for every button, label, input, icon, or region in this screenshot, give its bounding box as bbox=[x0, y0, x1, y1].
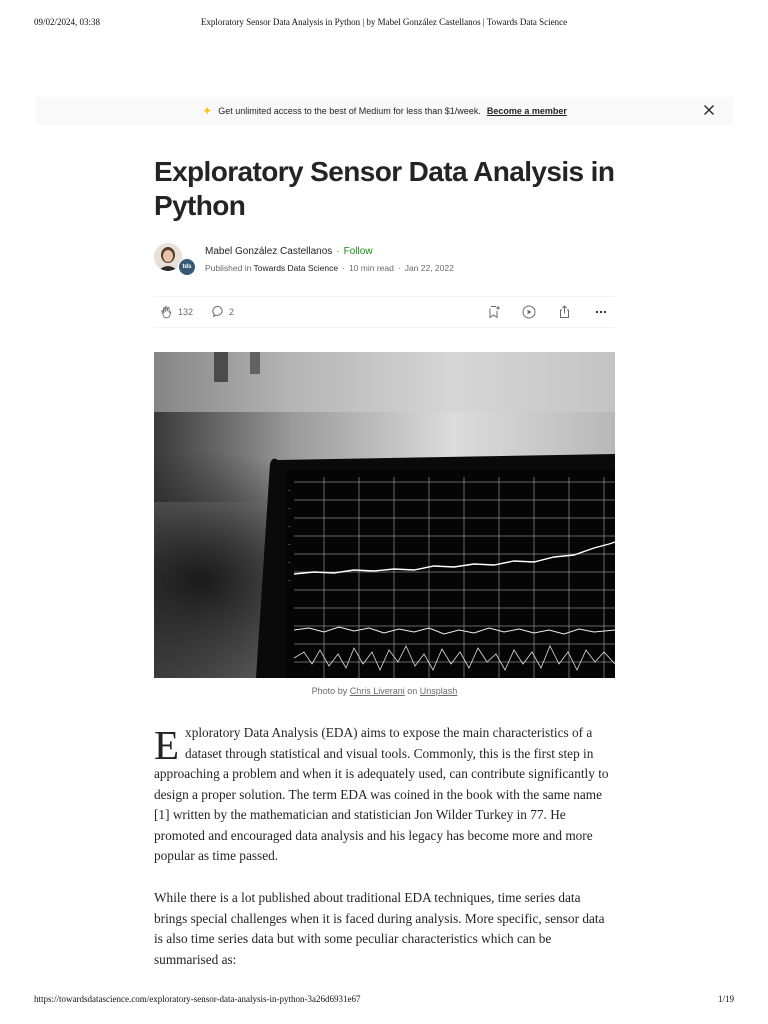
more-icon bbox=[594, 305, 608, 319]
print-doc-title: Exploratory Sensor Data Analysis in Python | by Mabel González Castellanos | Towards Data Science bbox=[200, 17, 568, 27]
share-button[interactable] bbox=[558, 305, 571, 319]
drop-cap: E bbox=[154, 722, 180, 768]
svg-text:—: — bbox=[288, 524, 291, 529]
clap-icon bbox=[160, 305, 174, 319]
print-url: https://towardsdatascience.com/exploratory-sensor-data-analysis-in-python-3a26d6931e67 bbox=[34, 994, 361, 1004]
body-paragraph-1 bbox=[154, 723, 615, 867]
separator-dot: · bbox=[336, 246, 340, 257]
author-name[interactable]: Mabel González Castellanos bbox=[205, 246, 333, 257]
paragraph-1-text: xploratory Data Analysis (EDA) aims to expose the main characteristics of a dataset through statistical and visual tools. Commonly, this is the first step in approaching a problem and when it is adequately used, can contribute significantly to design a proper solution. The term EDA was coined in the book with the same name [1] written by the mathematician and statistician Jon Wilder Turkey in 77. He promoted and encouraged data analysis and his legacy has become more and more popular as time passed. bbox=[154, 725, 609, 863]
publish-date: Jan 22, 2022 bbox=[404, 263, 454, 273]
svg-text:—: — bbox=[288, 506, 291, 511]
hero-image bbox=[154, 352, 615, 678]
separator-dot: · bbox=[397, 263, 401, 273]
publication-badge[interactable]: tds bbox=[178, 258, 196, 276]
caption-prefix: Photo by bbox=[311, 686, 348, 696]
svg-text:—: — bbox=[288, 578, 291, 583]
action-bar bbox=[154, 296, 615, 328]
svg-text:—: — bbox=[288, 488, 291, 493]
more-button[interactable] bbox=[594, 305, 608, 319]
meta-line bbox=[205, 263, 454, 273]
author-line bbox=[205, 246, 373, 257]
body-paragraph-2: While there is a lot published about traditional EDA techniques, time series data brings special challenges when it is faced during analysis. More specific, sensor data is also time series data but with some peculiar characteristics which can be summarised as: bbox=[154, 890, 605, 967]
svg-text:—: — bbox=[288, 560, 291, 565]
svg-text:—: — bbox=[288, 542, 291, 547]
separator-dot: · bbox=[342, 263, 345, 273]
bookmark-add-icon bbox=[488, 305, 501, 319]
clap-count: 132 bbox=[178, 307, 194, 317]
print-datetime: 09/02/2024, 03:38 bbox=[34, 17, 101, 27]
response-count: 2 bbox=[229, 306, 235, 317]
follow-button[interactable]: Follow bbox=[343, 246, 373, 257]
membership-banner bbox=[36, 97, 733, 125]
play-icon bbox=[522, 305, 536, 319]
comment-icon bbox=[212, 305, 225, 318]
listen-button[interactable] bbox=[522, 305, 536, 319]
close-icon[interactable] bbox=[703, 104, 715, 116]
source-link[interactable]: Unsplash bbox=[419, 686, 458, 696]
published-prefix: Published in bbox=[205, 263, 252, 273]
banner-text: Get unlimited access to the best of Medium for less than $1/week. bbox=[218, 106, 481, 116]
article-title: Exploratory Sensor Data Analysis in Python bbox=[154, 156, 615, 221]
become-member-link[interactable]: Become a member bbox=[486, 106, 567, 116]
save-button[interactable] bbox=[488, 305, 501, 319]
publication-link[interactable]: Towards Data Science bbox=[253, 263, 339, 273]
sparkle-icon: ✦ bbox=[202, 104, 213, 118]
clap-button[interactable] bbox=[160, 305, 193, 319]
read-time: 10 min read bbox=[348, 263, 394, 273]
photographer-link[interactable]: Chris Liverani bbox=[349, 686, 405, 696]
share-icon bbox=[558, 305, 571, 319]
caption-mid: on bbox=[407, 686, 418, 696]
image-caption bbox=[154, 686, 615, 696]
responses-button[interactable] bbox=[212, 305, 234, 318]
page-number: 1/19 bbox=[717, 994, 734, 1004]
